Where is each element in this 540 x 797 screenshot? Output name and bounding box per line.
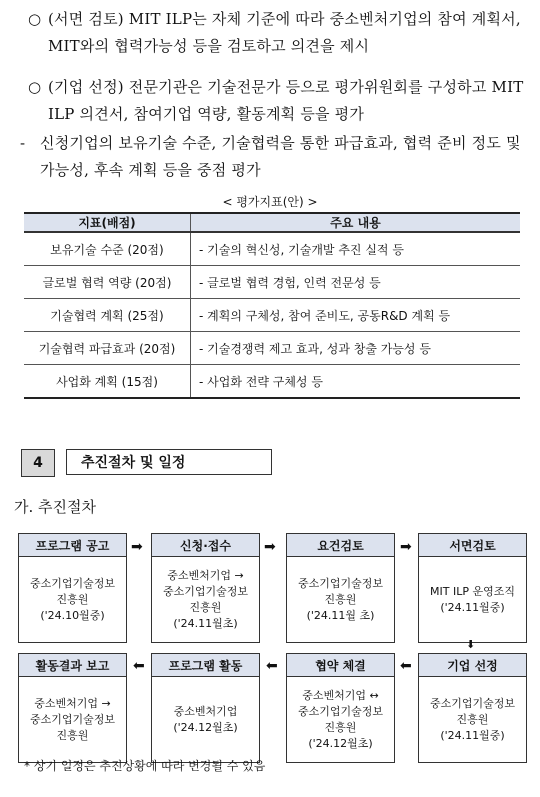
table-row bbox=[24, 232, 520, 266]
arrow-right-icon: ➡ bbox=[264, 539, 276, 555]
indicator-cell: 사업화 계획 (15점) bbox=[24, 365, 191, 399]
arrow-right-icon: ➡ bbox=[131, 539, 143, 555]
header-indicator: 지표(배점) bbox=[24, 213, 191, 232]
step-program-activity bbox=[151, 653, 260, 763]
indicator-cell: 기술협력 파급효과 (20점) bbox=[24, 332, 191, 365]
step-title: 협약 체결 bbox=[287, 654, 394, 677]
section-number: 4 bbox=[21, 449, 55, 477]
step-body: 중소벤처기업 → 중소기업기술정보 진흥원 bbox=[29, 696, 115, 742]
step-program-announcement bbox=[18, 533, 127, 643]
paragraph-text: 신청기업의 보유기술 수준, 기술협력을 통한 파급효과, 협력 준비 정도 및 가능성, 후속 계획 등을 중점 평가 bbox=[40, 134, 521, 179]
step-company-selection bbox=[418, 653, 527, 763]
arrow-right-icon: ➡ bbox=[400, 539, 412, 555]
table-caption: < 평가지표(안) > bbox=[222, 195, 318, 209]
step-requirement-review bbox=[286, 533, 395, 643]
bullet-dash: - bbox=[20, 134, 26, 152]
step-agreement bbox=[286, 653, 395, 763]
step-title: 기업 선정 bbox=[419, 654, 526, 677]
indicator-cell: 글로벌 협력 역량 (20점) bbox=[24, 266, 191, 299]
subheading: 가. 추진절차 bbox=[14, 498, 96, 516]
step-body: 중소기업기술정보 진흥원 ('24.11월중) bbox=[429, 696, 515, 742]
table-row bbox=[24, 365, 520, 399]
step-title: 서면검토 bbox=[419, 534, 526, 557]
step-title: 프로그램 활동 bbox=[152, 654, 259, 677]
content-cell: - 글로벌 협력 경험, 인력 전문성 등 bbox=[191, 266, 521, 299]
section-title: 추진절차 및 일정 bbox=[66, 449, 272, 475]
content-cell: - 계획의 구체성, 참여 준비도, 공동R&D 계획 등 bbox=[191, 299, 521, 332]
indicator-cell: 보유기술 수준 (20점) bbox=[24, 232, 191, 266]
step-body: 중소기업기술정보 진흥원 ('24.11월 초) bbox=[297, 576, 383, 622]
bullet-circle: ○ bbox=[28, 10, 42, 28]
content-cell: - 기술의 혁신성, 기술개발 추진 실적 등 bbox=[191, 232, 521, 266]
content-cell: - 사업화 전략 구체성 등 bbox=[191, 365, 521, 399]
table-row bbox=[24, 332, 520, 365]
paragraph-text: (서면 검토) MIT ILP는 자체 기준에 따라 중소벤처기업의 참여 계획서, MIT와의 협력가능성 등을 검토하고 의견을 제시 bbox=[48, 10, 521, 55]
arrow-left-icon: ⬅ bbox=[133, 658, 145, 674]
table-header-row bbox=[24, 213, 520, 232]
arrow-left-icon: ⬅ bbox=[400, 658, 412, 674]
step-body: 중소기업기술정보 진흥원 ('24.10월중) bbox=[29, 576, 115, 622]
arrow-left-icon: ⬅ bbox=[266, 658, 278, 674]
indicator-cell: 기술협력 계획 (25점) bbox=[24, 299, 191, 332]
step-body: MIT ILP 운영조직 ('24.11월중) bbox=[430, 584, 515, 614]
step-title: 요건검토 bbox=[287, 534, 394, 557]
step-body: 중소벤처기업 → 중소기업기술정보 진흥원 ('24.11월초) bbox=[162, 568, 248, 630]
header-content: 주요 내용 bbox=[191, 213, 521, 232]
step-body: 중소벤처기업 ↔ 중소기업기술정보 진흥원 ('24.12월초) bbox=[297, 688, 383, 750]
step-title: 프로그램 공고 bbox=[19, 534, 126, 557]
bullet-circle: ○ bbox=[28, 78, 42, 96]
table-row bbox=[24, 266, 520, 299]
step-application bbox=[151, 533, 260, 643]
step-title: 활동결과 보고 bbox=[19, 654, 126, 677]
step-title: 신청·접수 bbox=[152, 534, 259, 557]
table-row bbox=[24, 299, 520, 332]
content-cell: - 기술경쟁력 제고 효과, 성과 창출 가능성 등 bbox=[191, 332, 521, 365]
paragraph-text: (기업 선정) 전문기관은 기술전문가 등으로 평가위원회를 구성하고 MIT ILP 의견서, 참여기업 역량, 활동계획 등을 평가 bbox=[48, 78, 524, 123]
step-body: 중소벤처기업 ('24.12월초) bbox=[173, 704, 238, 734]
evaluation-table bbox=[24, 212, 520, 399]
step-result-report bbox=[18, 653, 127, 763]
footnote: * 상기 일정은 추진상황에 따라 변경될 수 있음 bbox=[24, 759, 266, 773]
arrow-down-icon: ⬇ bbox=[466, 638, 476, 651]
step-document-review bbox=[418, 533, 527, 643]
